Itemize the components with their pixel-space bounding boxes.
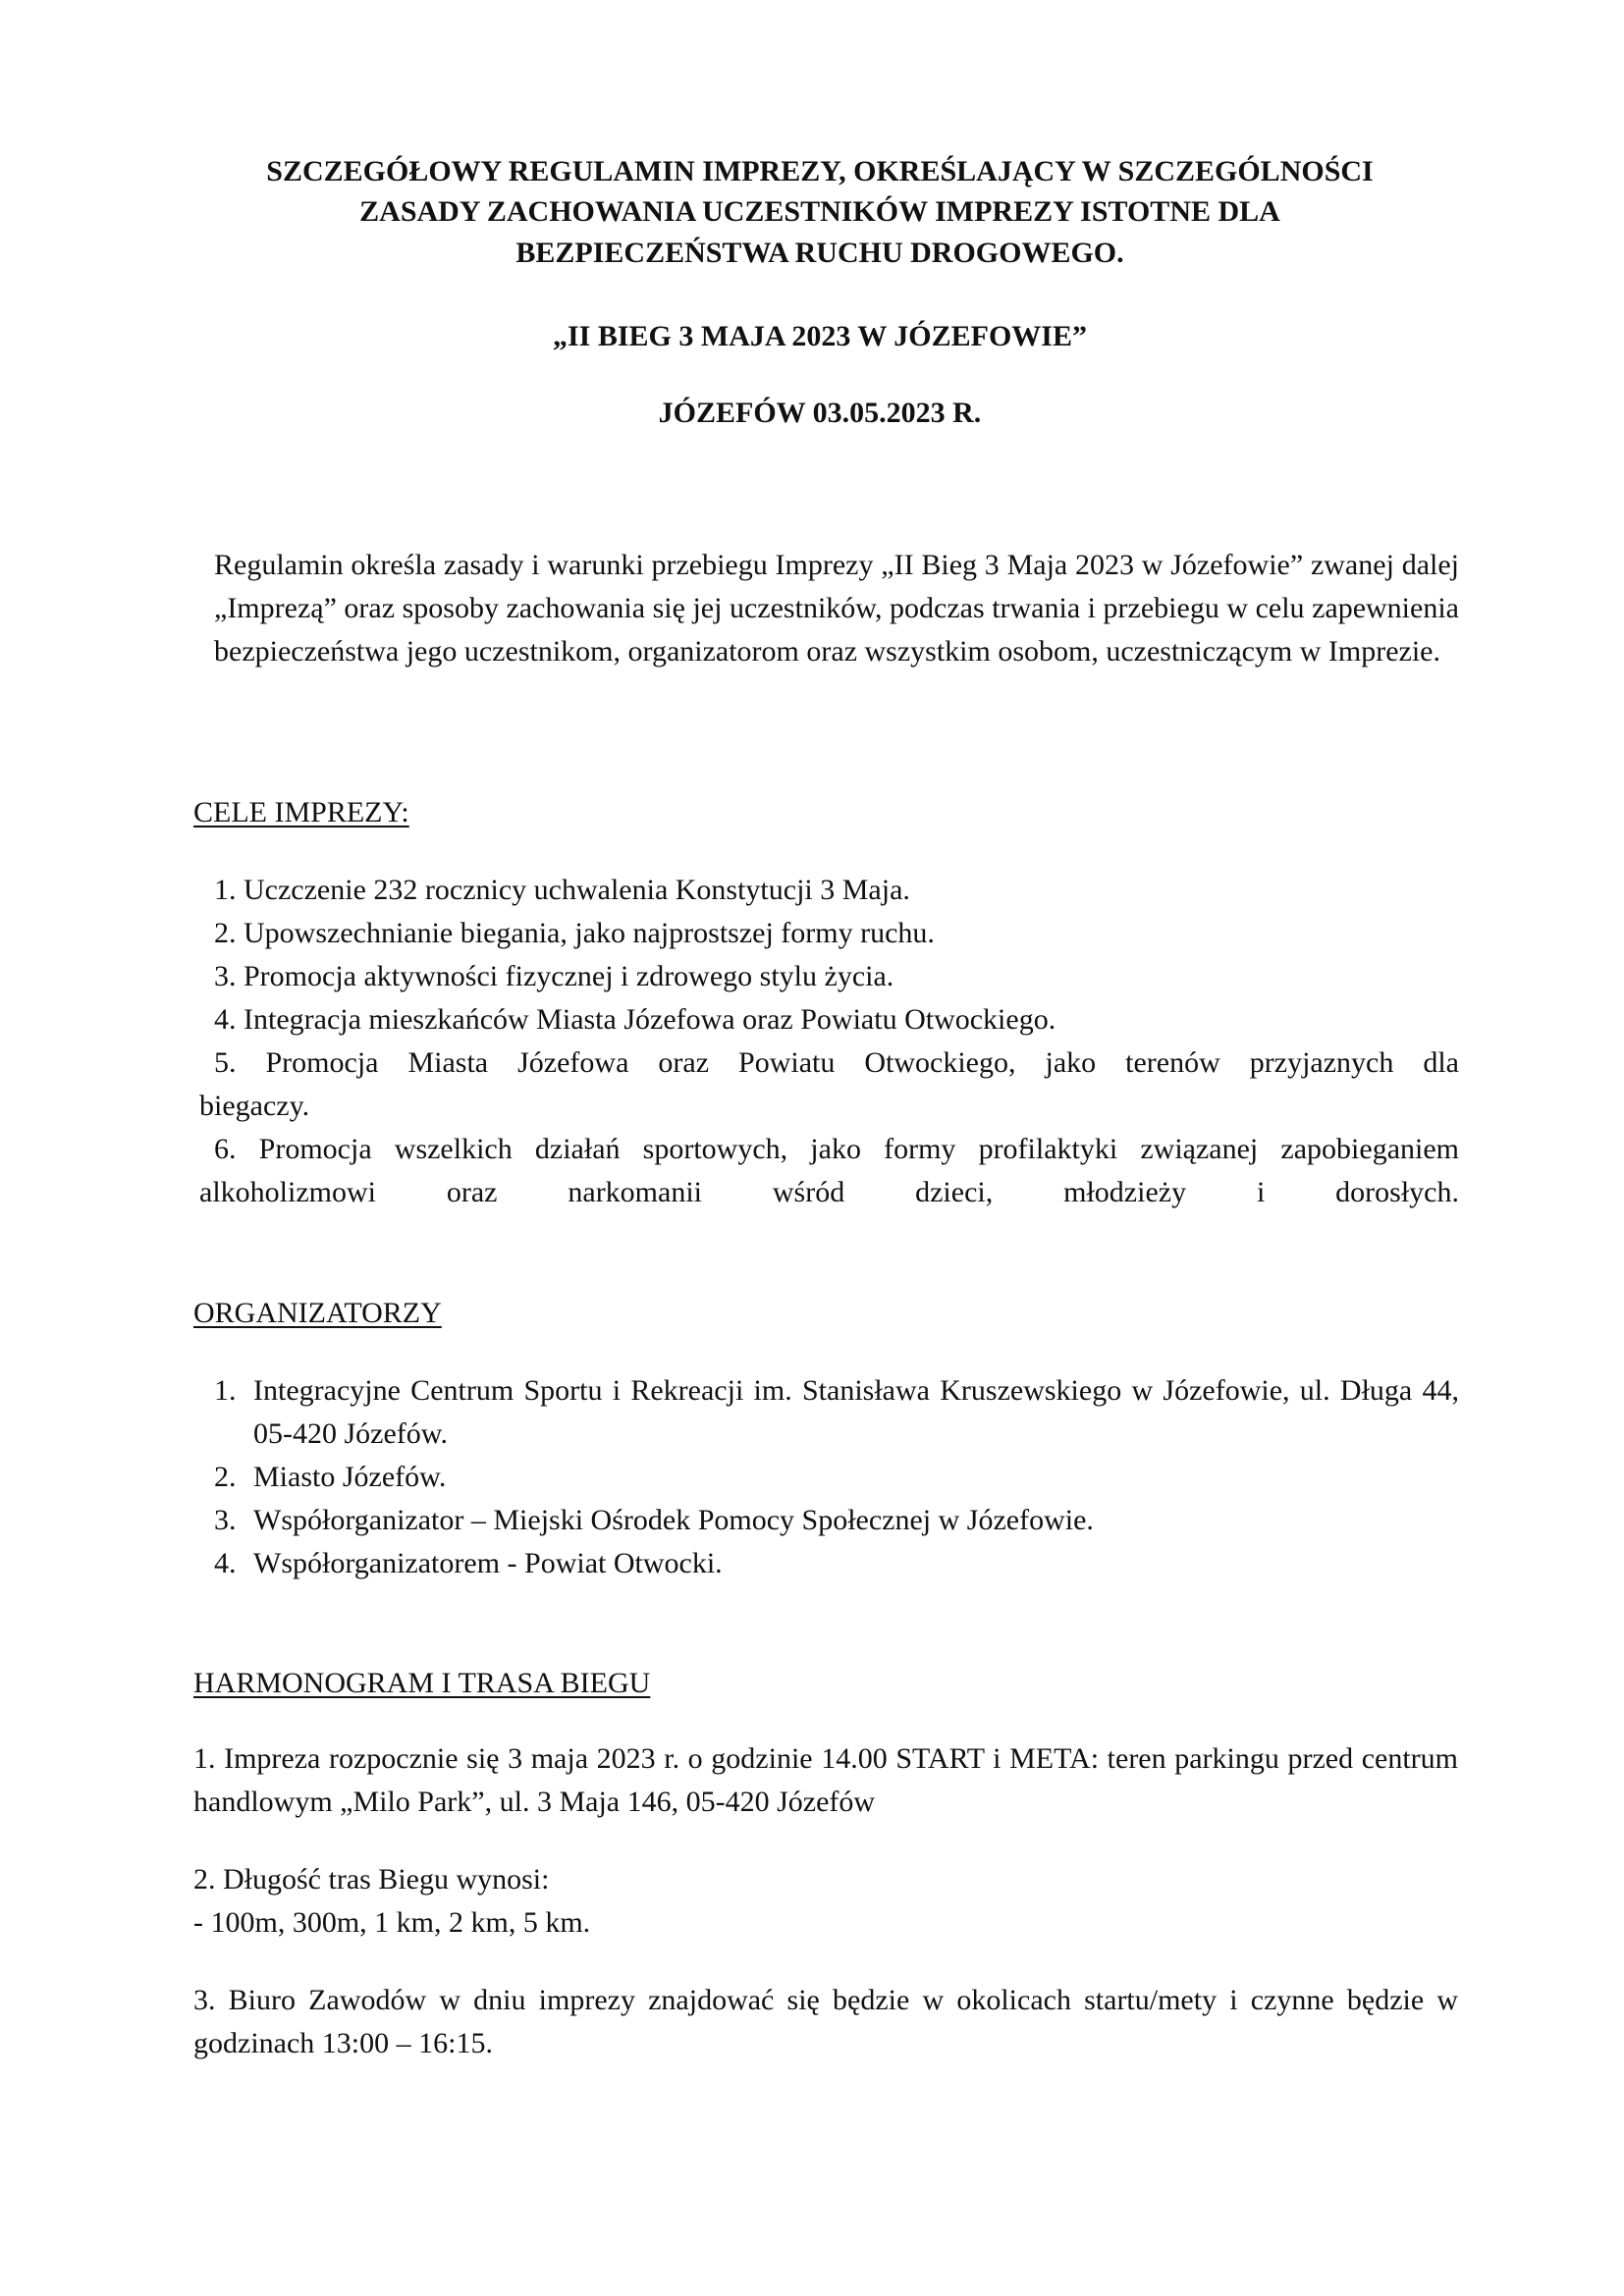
- document-title-line-1: SZCZEGÓŁOWY REGULAMIN IMPREZY, OKREŚLAJĄCY W SZCZEGÓLNOŚCI: [266, 155, 1374, 187]
- schedule-paragraph-3: 3. Biuro Zawodów w dniu imprezy znajdować się będzie w okolicach startu/mety i czynne będzie w godzinach 13:00 – 16:15.: [193, 1984, 1458, 2059]
- organizers-list: [214, 1369, 1459, 1585]
- goal-item: 1. Uczczenie 232 rocznicy uchwalenia Konstytucji 3 Maja.: [214, 874, 910, 906]
- schedule-paragraph-2-line-2: - 100m, 300m, 1 km, 2 km, 5 km.: [193, 1906, 591, 1939]
- organizer-text: Miasto Józefów.: [253, 1461, 447, 1493]
- schedule-paragraph-1: 1. Impreza rozpocznie się 3 maja 2023 r. o godzinie 14.00 START i META: teren parkingu przed centrum handlowym „Milo Park”, ul. 3 Maja 146, 05-420 Józefów: [193, 1742, 1458, 1818]
- organizer-text: Współorganizator – Miejski Ośrodek Pomocy Społecznej w Józefowie.: [253, 1504, 1094, 1536]
- document-title-line-3: BEZPIECZEŃSTWA RUCHU DROGOWEGO.: [515, 237, 1124, 269]
- goal-item: 2. Upowszechnianie biegania, jako najprostszej formy ruchu.: [214, 917, 935, 949]
- goal-item-6-line-1: 6. Promocja wszelkich działań sportowych, jako formy profilaktyki związanej zapobieganiem: [214, 1133, 1459, 1165]
- organizer-text: Współorganizatorem - Powiat Otwocki.: [253, 1547, 723, 1579]
- organizer-item: [214, 1456, 1459, 1499]
- organizer-item: [214, 1542, 1459, 1585]
- document-title-line-2: ZASADY ZACHOWANIA UCZESTNIKÓW IMPREZY ISTOTNE DLA: [359, 195, 1280, 228]
- organizer-item: [214, 1499, 1459, 1542]
- intro-paragraph: Regulamin określa zasady i warunki przebiegu Imprezy „II Bieg 3 Maja 2023 w Józefowie” zwanej dalej „Imprezą” oraz sposoby zachowania się jej uczestników, podczas trwania i przebiegu w celu zapewnienia bezpieczeństwa jego uczestnikom, organizatorom oraz wszystkim osobom, uczestniczącym w Imprezie.: [214, 549, 1459, 667]
- organizer-number: 1.: [214, 1374, 237, 1407]
- goal-item: 3. Promocja aktywności fizycznej i zdrowego stylu życia.: [214, 960, 894, 992]
- organizer-item: [214, 1369, 1459, 1456]
- goals-list: [214, 869, 1459, 1041]
- organizer-number: 3.: [214, 1504, 237, 1536]
- organizers-heading: ORGANIZATORZY: [193, 1297, 442, 1329]
- organizer-number: 2.: [214, 1461, 237, 1493]
- event-name: „II BIEG 3 MAJA 2023 W JÓZEFOWIE”: [553, 320, 1087, 352]
- goals-heading: CELE IMPREZY:: [193, 796, 409, 828]
- goal-item-6-line-2: alkoholizmowi oraz narkomanii wśród dzieci, młodzieży i dorosłych.: [199, 1176, 1459, 1208]
- organizer-number: 4.: [214, 1547, 237, 1579]
- goal-item-5-line-2: biegaczy.: [199, 1090, 310, 1122]
- goal-item-5-line-1: 5. Promocja Miasta Józefowa oraz Powiatu Otwockiego, jako terenów przyjaznych dla: [214, 1046, 1459, 1079]
- organizer-text: Integracyjne Centrum Sportu i Rekreacji im. Stanisława Kruszewskiego w Józefowie, ul. Długa 44, 05-420 Józefów.: [253, 1374, 1459, 1450]
- schedule-paragraph-2-line-1: 2. Długość tras Biegu wynosi:: [193, 1863, 550, 1896]
- goal-item: 4. Integracja mieszkańców Miasta Józefowa oraz Powiatu Otwockiego.: [214, 1003, 1056, 1036]
- schedule-heading: HARMONOGRAM I TRASA BIEGU: [193, 1667, 651, 1699]
- event-place-date: JÓZEFÓW 03.05.2023 R.: [658, 397, 982, 429]
